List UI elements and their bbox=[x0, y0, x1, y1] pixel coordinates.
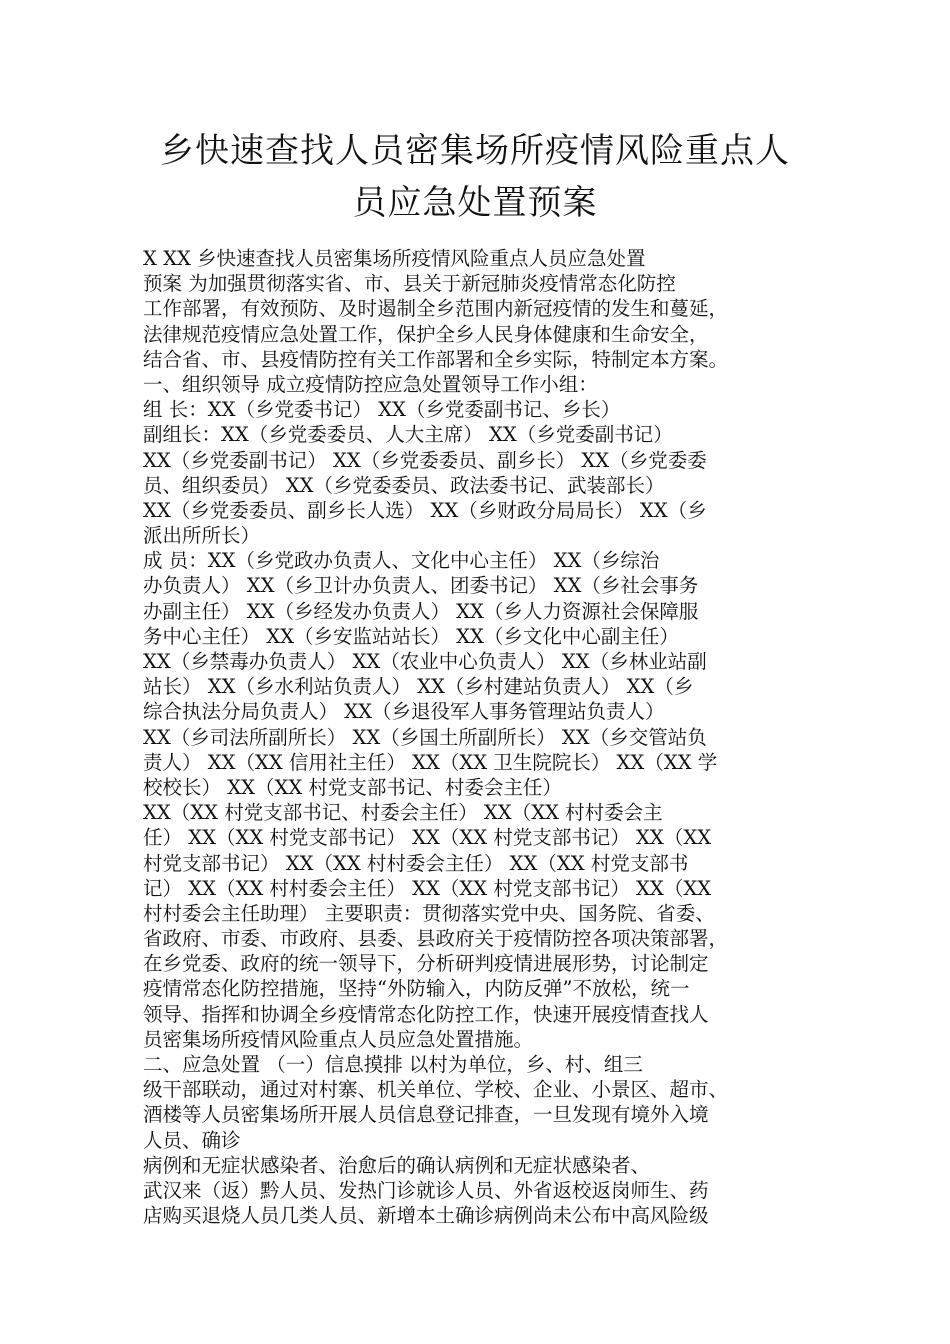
document-title-line-2: 员应急处置预案 bbox=[352, 183, 598, 223]
body-line: 副组长：XX（乡党委委员、人大主席） XX（乡党委副书记） bbox=[143, 423, 673, 447]
body-line: XX（乡司法所副所长） XX（乡国土所副所长） XX（乡交管站负 bbox=[143, 725, 707, 749]
body-line: 责人） XX（XX 信用社主任） XX（XX 卫生院院长） XX（XX 学 bbox=[143, 750, 718, 774]
body-line: 员密集场所疫情风险重点人员应急处置措施。 bbox=[143, 1027, 534, 1051]
body-line: 办负责人） XX（乡卫计办负责人、团委书记） XX（乡社会事务 bbox=[143, 574, 699, 598]
body-line: 在乡党委、政府的统一领导下，分析研判疫情进展形势，讨论制定 bbox=[143, 952, 709, 976]
body-line: 武汉来（返）黔人员、发热门诊就诊人员、外省返校返岗师生、药 bbox=[143, 1178, 709, 1202]
body-line: 综合执法分局负责人） XX（乡退役军人事务管理站负责人） bbox=[143, 700, 665, 724]
body-line: 病例和无症状感染者、治愈后的确认病例和无症状感染者、 bbox=[143, 1153, 651, 1177]
body-line: XX（乡禁毒办负责人） XX（农业中心负责人） XX（乡林业站副 bbox=[143, 650, 707, 673]
body-line: 任） XX（XX 村党支部书记） XX（XX 村党支部书记） XX（XX bbox=[143, 826, 712, 850]
body-line: 省政府、市委、市政府、县委、县政府关于疫情防控各项决策部署， bbox=[143, 927, 729, 951]
body-line: X XX 乡快速查找人员密集场所疫情风险重点人员应急处置 bbox=[143, 247, 646, 270]
body-line: 预案 为加强贯彻落实省、市、县关于新冠肺炎疫情常态化防控 bbox=[143, 272, 676, 296]
body-line: 记） XX（XX 村村委会主任） XX（XX 村党支部书记） XX（XX bbox=[143, 876, 712, 900]
body-line: 结合省、市、县疫情防控有关工作部署和全乡实际，特制定本方案。 bbox=[143, 347, 729, 371]
body-line: 二、应急处置 （一）信息摸排 以村为单位，乡、村、组三 bbox=[143, 1053, 643, 1076]
body-line: 派出所所长） bbox=[143, 524, 261, 548]
body-line: 村村委会主任助理） 主要职责：贯彻落实党中央、国务院、省委、 bbox=[143, 901, 715, 925]
body-line: 站长） XX（乡水利站负责人） XX（乡村建站负责人） XX（乡 bbox=[143, 675, 694, 699]
body-line: 人员、确诊 bbox=[143, 1128, 241, 1152]
body-line: 办副主任） XX（乡经发办负责人） XX（乡人力资源社会保障服 bbox=[143, 599, 699, 623]
body-line: 工作部署，有效预防、及时遏制全乡范围内新冠疫情的发生和蔓延， bbox=[143, 297, 729, 321]
body-line: XX（乡党委委员、副乡长人选） XX（乡财政分局局长） XX（乡 bbox=[143, 498, 707, 522]
body-line: 疫情常态化防控措施，坚持“外防输入，内防反弹”不放松，统一 bbox=[143, 977, 690, 1001]
body-line: 校校长） XX（XX 村党支部书记、村委会主任） bbox=[143, 775, 562, 799]
body-line: 一、组织领导 成立疫情防控应急处置领导工作小组： bbox=[143, 372, 598, 396]
body-line: 领导、指挥和协调全乡疫情常态化防控工作，快速开展疫情查找人 bbox=[143, 1002, 709, 1026]
document-title-line-1: 乡快速查找人员密集场所疫情风险重点人 bbox=[160, 131, 790, 171]
document-body bbox=[143, 246, 823, 1228]
body-line: 店购买退烧人员几类人员、新增本土确诊病例尚未公布中高风险级 bbox=[143, 1204, 709, 1228]
body-line: 员、组织委员） XX（乡党委委员、政法委书记、武装部长） bbox=[143, 473, 665, 497]
body-line: XX（乡党委副书记） XX（乡党委委员、副乡长） XX（乡党委委 bbox=[143, 448, 707, 472]
body-line: XX（XX 村党支部书记、村委会主任） XX（XX 村村委会主 bbox=[143, 801, 663, 825]
body-line: 酒楼等人员密集场所开展人员信息登记排查，一旦发现有境外入境 bbox=[143, 1103, 709, 1127]
body-line: 成 员：XX（乡党政办负责人、文化中心主任） XX（乡综治 bbox=[143, 549, 660, 573]
body-line: 级干部联动，通过对村寨、机关单位、学校、企业、小景区、超市、 bbox=[143, 1078, 729, 1102]
body-line: 务中心主任） XX（乡安监站站长） XX（乡文化中心副主任） bbox=[143, 624, 679, 648]
body-line: 法律规范疫情应急处置工作，保护全乡人民身体健康和生命安全， bbox=[143, 322, 709, 346]
body-line: 组 长：XX（乡党委书记） XX（乡党委副书记、乡长） bbox=[143, 398, 621, 422]
body-line: 村党支部书记） XX（XX 村村委会主任） XX（XX 村党支部书 bbox=[143, 851, 689, 875]
